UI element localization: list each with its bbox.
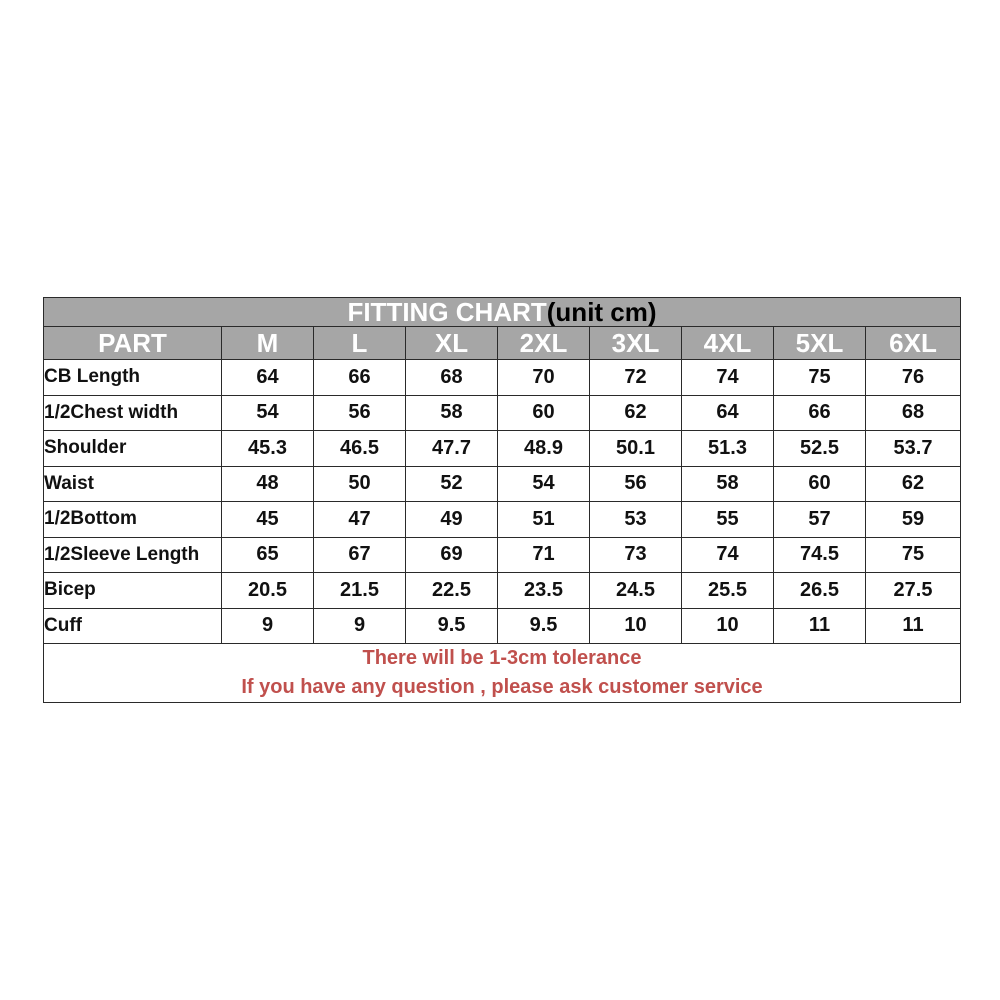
measurement-value: 47 [314, 502, 406, 538]
measurement-value: 62 [866, 466, 961, 502]
measurement-value: 60 [498, 395, 590, 431]
measurement-value: 70 [498, 360, 590, 396]
measurement-value: 10 [682, 608, 774, 644]
measurement-value: 54 [222, 395, 314, 431]
header-size: 3XL [590, 327, 682, 360]
header-size: 5XL [774, 327, 866, 360]
measurement-value: 76 [866, 360, 961, 396]
measurement-row [44, 608, 961, 644]
header-size: 2XL [498, 327, 590, 360]
measurement-value: 47.7 [406, 431, 498, 467]
measurement-value: 64 [222, 360, 314, 396]
part-label: 1/2Chest width [44, 395, 222, 431]
measurement-row [44, 502, 961, 538]
measurement-value: 48 [222, 466, 314, 502]
measurement-row [44, 573, 961, 609]
measurement-value: 53.7 [866, 431, 961, 467]
measurement-value: 68 [406, 360, 498, 396]
measurement-value: 55 [682, 502, 774, 538]
measurement-value: 58 [406, 395, 498, 431]
chart-title [44, 298, 961, 327]
fitting-chart-table [43, 297, 961, 703]
size-header-row [44, 327, 961, 360]
customer-service-note-line: If you have any question , please ask customer service [241, 676, 763, 698]
measurement-value: 24.5 [590, 573, 682, 609]
measurement-value: 56 [590, 466, 682, 502]
measurement-value: 52.5 [774, 431, 866, 467]
measurement-value: 64 [682, 395, 774, 431]
measurement-value: 10 [590, 608, 682, 644]
chart-title-main: FITTING CHART [347, 297, 547, 327]
measurement-value: 71 [498, 537, 590, 573]
part-label: 1/2Sleeve Length [44, 537, 222, 573]
measurement-value: 75 [866, 537, 961, 573]
measurement-value: 9.5 [406, 608, 498, 644]
tolerance-note-line: There will be 1-3cm tolerance [362, 647, 642, 669]
measurement-value: 51.3 [682, 431, 774, 467]
part-label: CB Length [44, 360, 222, 396]
measurement-value: 9.5 [498, 608, 590, 644]
measurement-value: 50.1 [590, 431, 682, 467]
measurement-value: 45.3 [222, 431, 314, 467]
part-label: Shoulder [44, 431, 222, 467]
measurement-value: 52 [406, 466, 498, 502]
measurement-row [44, 360, 961, 396]
part-label: Waist [44, 466, 222, 502]
measurement-value: 25.5 [682, 573, 774, 609]
measurement-value: 51 [498, 502, 590, 538]
measurement-row [44, 395, 961, 431]
measurement-value: 49 [406, 502, 498, 538]
measurement-row [44, 466, 961, 502]
measurement-value: 22.5 [406, 573, 498, 609]
measurement-value: 21.5 [314, 573, 406, 609]
measurement-row [44, 431, 961, 467]
measurement-value: 74 [682, 360, 774, 396]
measurement-value: 74.5 [774, 537, 866, 573]
measurement-value: 50 [314, 466, 406, 502]
measurement-value: 73 [590, 537, 682, 573]
measurement-value: 11 [774, 608, 866, 644]
measurement-value: 45 [222, 502, 314, 538]
measurement-value: 59 [866, 502, 961, 538]
measurement-value: 69 [406, 537, 498, 573]
part-label: Bicep [44, 573, 222, 609]
measurement-value: 46.5 [314, 431, 406, 467]
measurement-value: 65 [222, 537, 314, 573]
measurement-value: 23.5 [498, 573, 590, 609]
header-size: L [314, 327, 406, 360]
measurement-value: 20.5 [222, 573, 314, 609]
part-label: Cuff [44, 608, 222, 644]
measurement-row [44, 537, 961, 573]
measurement-value: 68 [866, 395, 961, 431]
measurement-value: 72 [590, 360, 682, 396]
measurement-value: 11 [866, 608, 961, 644]
measurement-value: 75 [774, 360, 866, 396]
measurement-value: 56 [314, 395, 406, 431]
header-size: 4XL [682, 327, 774, 360]
measurement-value: 66 [774, 395, 866, 431]
header-size: M [222, 327, 314, 360]
measurement-value: 62 [590, 395, 682, 431]
measurement-value: 57 [774, 502, 866, 538]
part-label: 1/2Bottom [44, 502, 222, 538]
measurement-value: 66 [314, 360, 406, 396]
measurement-value: 60 [774, 466, 866, 502]
measurement-value: 48.9 [498, 431, 590, 467]
measurement-value: 67 [314, 537, 406, 573]
measurement-value: 54 [498, 466, 590, 502]
measurement-value: 26.5 [774, 573, 866, 609]
chart-title-unit: (unit cm) [546, 297, 657, 327]
header-size: XL [406, 327, 498, 360]
header-part: PART [44, 327, 222, 360]
measurement-value: 9 [222, 608, 314, 644]
measurement-value: 58 [682, 466, 774, 502]
measurement-value: 9 [314, 608, 406, 644]
measurement-value: 27.5 [866, 573, 961, 609]
measurement-value: 74 [682, 537, 774, 573]
measurement-value: 53 [590, 502, 682, 538]
header-size: 6XL [866, 327, 961, 360]
tolerance-note [44, 644, 961, 703]
